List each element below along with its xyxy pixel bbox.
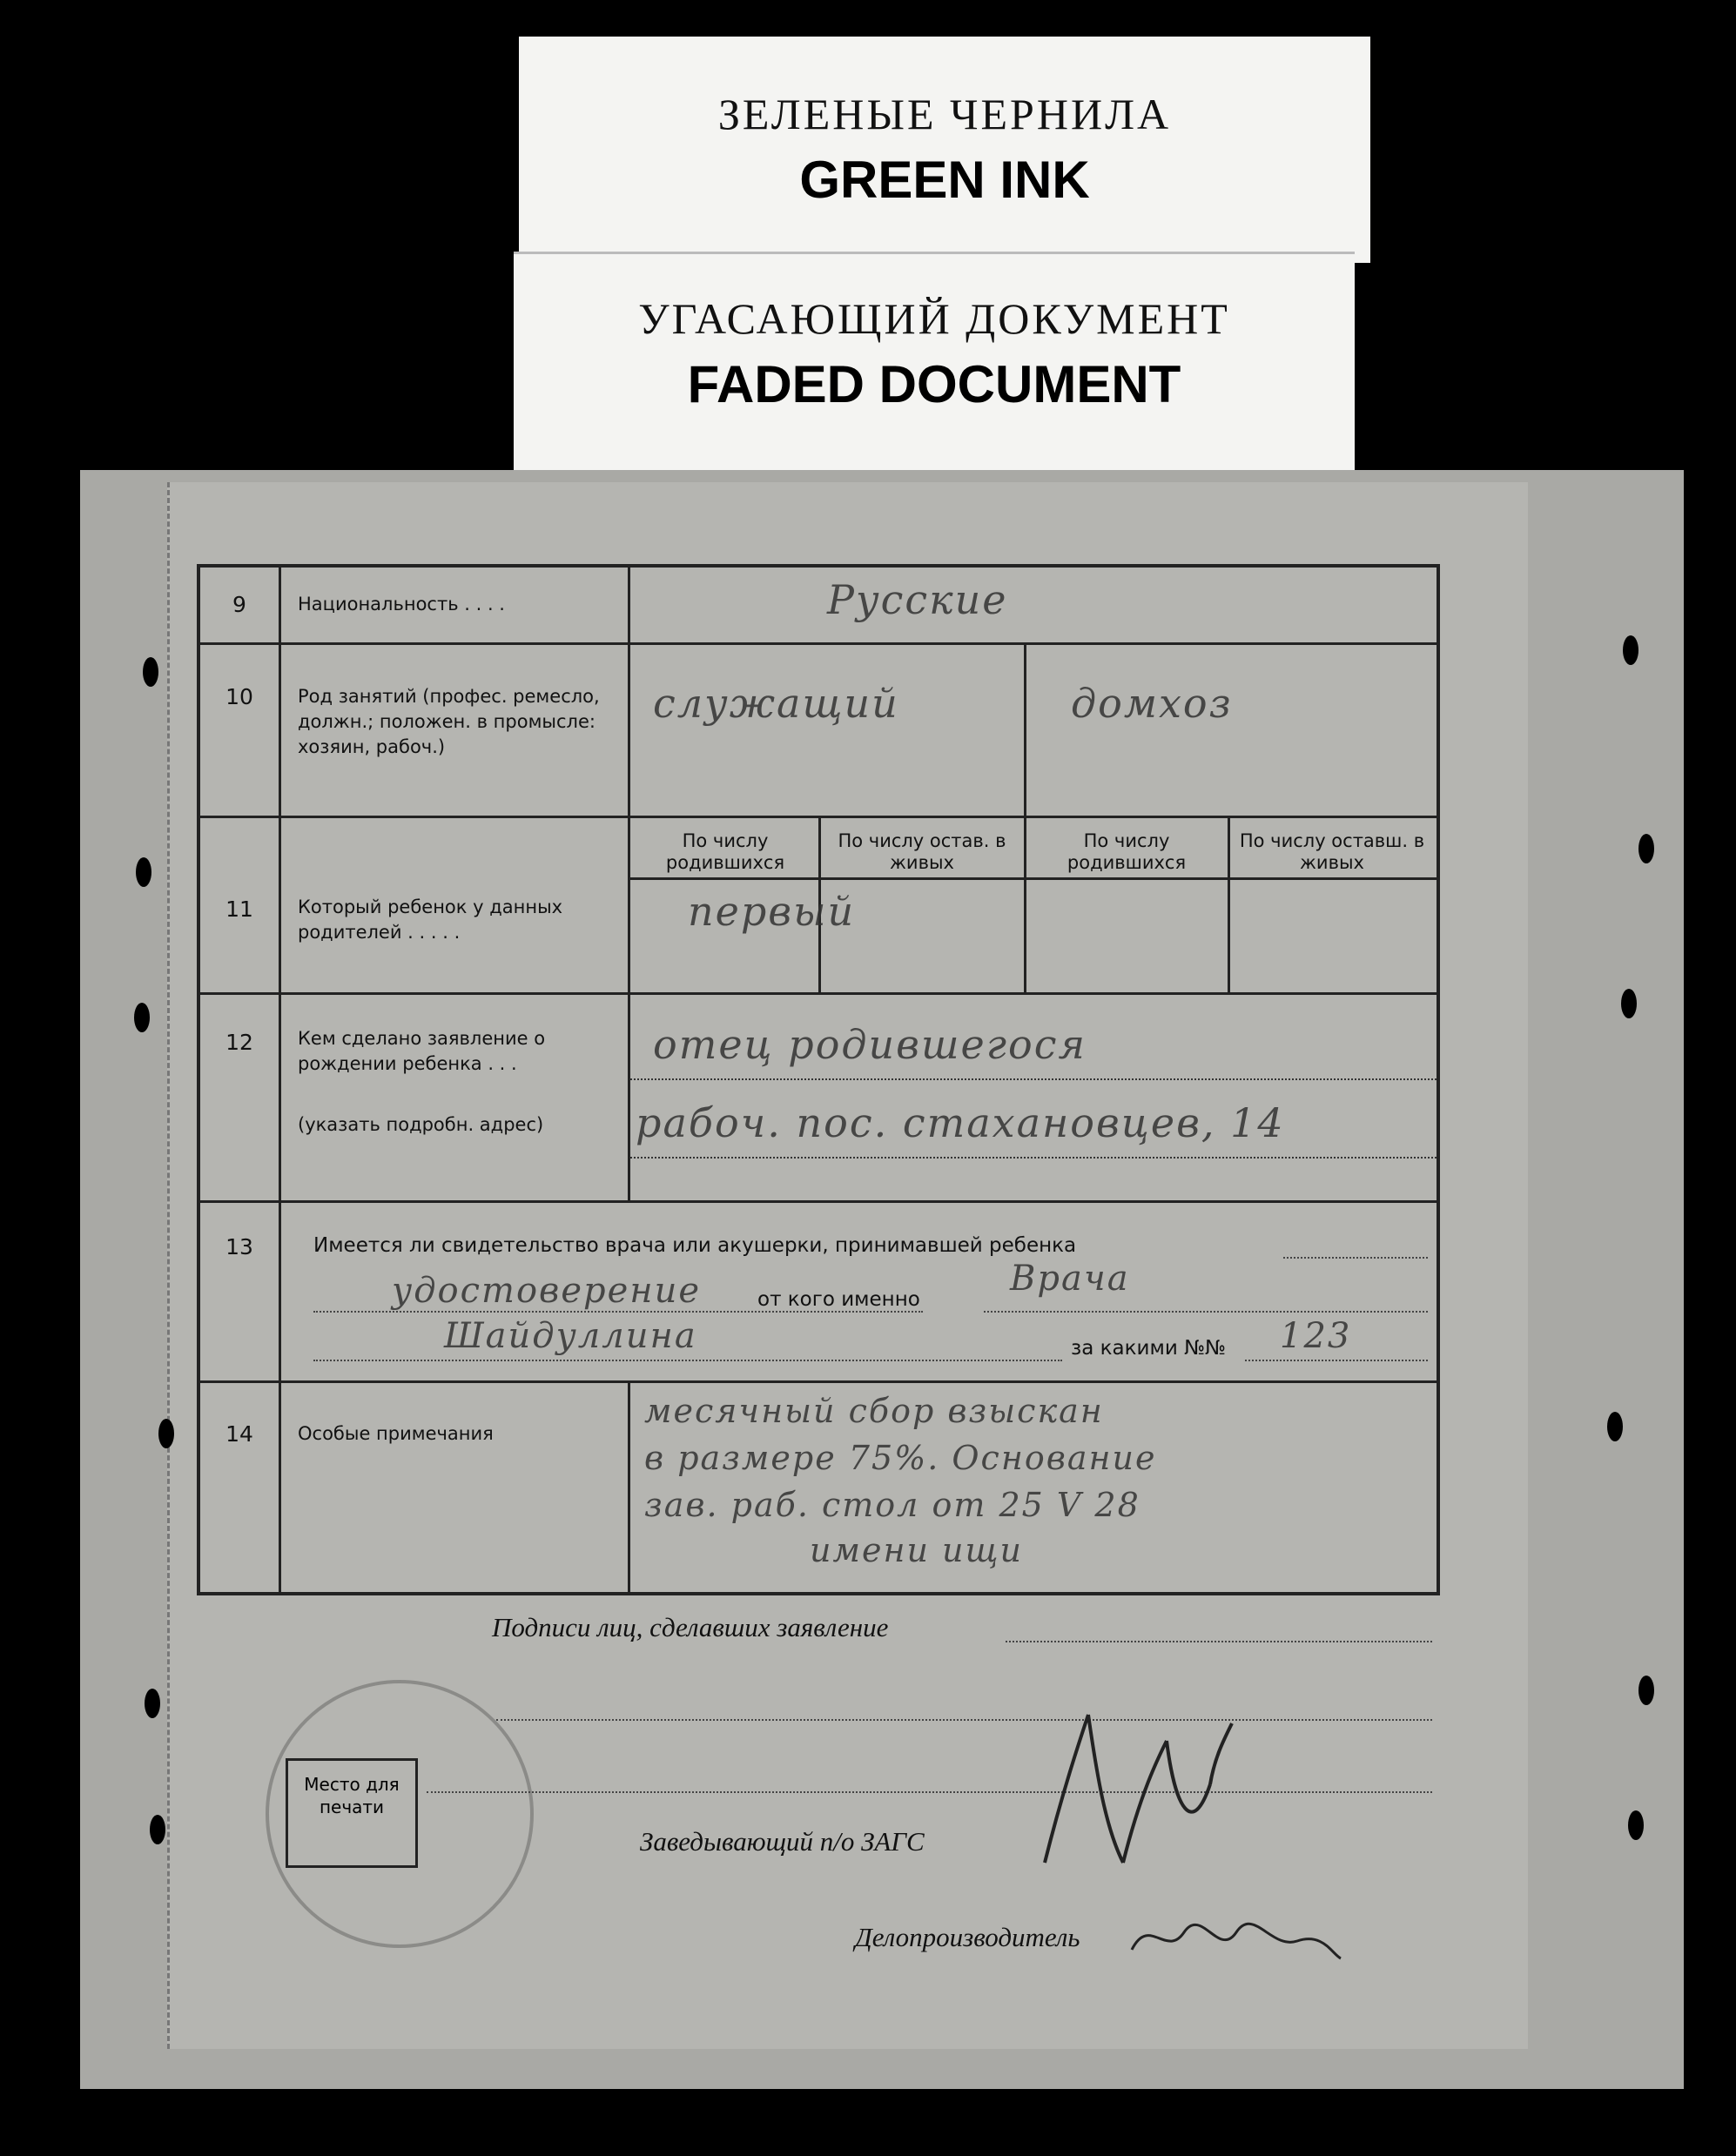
registry-head-label: Заведывающий п/о ЗАГС (640, 1826, 925, 1857)
dotted-line (630, 1078, 1437, 1080)
column-divider (1024, 645, 1026, 816)
row-child-order (200, 818, 1437, 995)
row-number: 11 (200, 818, 281, 992)
faded-document-label (514, 254, 1355, 479)
punch-hole-icon (145, 1689, 160, 1718)
punch-hole-icon (150, 1815, 165, 1844)
row-number: 12 (200, 995, 281, 1200)
signatures-label: Подписи лиц, сделавших заявление (492, 1612, 889, 1642)
special-notes-line: имени ищи (810, 1531, 1024, 1569)
certificate-doctor-value: Врача (1010, 1259, 1130, 1299)
punch-hole-icon (1621, 989, 1637, 1018)
child-order-value: первый (688, 888, 856, 935)
stamp-place-box (286, 1758, 418, 1868)
dotted-line (1283, 1257, 1428, 1259)
nationality-value: Русские (827, 576, 1008, 623)
punch-hole-icon (1628, 1810, 1644, 1840)
signature-line (427, 1791, 1432, 1793)
row-applicant (200, 995, 1437, 1203)
punch-hole-icon (1607, 1412, 1623, 1441)
certificate-doctor-name: Шайдуллина (444, 1316, 697, 1356)
green-ink-label-ru: ЗЕЛЕНЫЕ ЧЕРНИЛА (717, 90, 1172, 138)
special-notes-line: месячный сбор взыскан (644, 1392, 1104, 1430)
dotted-line (984, 1311, 1428, 1313)
applicant-address-value: рабоч. пос. стахановцев, 14 (636, 1099, 1285, 1146)
birth-record-form (197, 564, 1440, 1595)
row-number: 14 (200, 1383, 281, 1592)
subheader-divider (630, 877, 1437, 880)
column-divider (1228, 818, 1230, 992)
special-notes-line: в размере 75%. Основание (644, 1439, 1157, 1477)
subheader-born-father: По числу родившихся (665, 830, 785, 873)
applicant-label-cell (282, 995, 630, 1200)
dotted-line (630, 1157, 1437, 1159)
punch-hole-icon (1638, 834, 1654, 863)
clerk-signature (1123, 1906, 1349, 1976)
faded-document-label-en: FADED DOCUMENT (687, 355, 1181, 413)
subheader-alive-father: По числу остав. в живых (838, 830, 1006, 873)
head-signature (1027, 1689, 1254, 1897)
row-number: 9 (200, 568, 281, 642)
stamp-place-label: Место для печати (304, 1774, 400, 1817)
certificate-value: удостоверение (392, 1271, 702, 1311)
occupation-value-mother: домхоз (1071, 680, 1233, 727)
green-ink-label (519, 37, 1370, 263)
punch-hole-icon (136, 857, 151, 887)
certificate-question: Имеется ли свидетельство врача или акушерки, принимавшей ребенка (313, 1234, 1077, 1257)
certificate-number-value: 123 (1280, 1316, 1352, 1356)
row-medical-certificate (200, 1203, 1437, 1383)
punch-hole-icon (1638, 1676, 1654, 1705)
faded-document-label-ru: УГАСАЮЩИЙ ДОКУМЕНТ (638, 294, 1230, 343)
column-divider (279, 1203, 281, 1380)
green-ink-label-en: GREEN INK (799, 151, 1090, 209)
certificate-numbers-label: за какими №№ (1071, 1337, 1226, 1360)
dotted-line (313, 1360, 1062, 1361)
row-occupation (200, 645, 1437, 818)
clerk-label: Делопроизводитель (855, 1922, 1080, 1952)
dotted-line (1245, 1360, 1428, 1361)
child-order-label: Который ребенок у данных родителей . . . . . (282, 818, 630, 992)
subheader-alive-mother: По числу оставш. в живых (1239, 830, 1425, 873)
punch-hole-icon (143, 657, 158, 687)
column-divider (1024, 818, 1026, 992)
row-special-notes (200, 1383, 1437, 1592)
dotted-line (313, 1311, 923, 1313)
punch-hole-icon (158, 1419, 174, 1448)
row-nationality (200, 568, 1437, 645)
signature-line (496, 1719, 1432, 1721)
occupation-label: Род занятий (профес. ремесло, должн.; положен. в промысле: хозяин, рабоч.) (282, 645, 630, 816)
punch-hole-icon (1623, 635, 1638, 665)
occupation-value-father: служащий (653, 680, 899, 727)
applicant-value: отец родившегося (653, 1021, 1087, 1068)
punch-hole-icon (134, 1003, 150, 1032)
row-number: 13 (200, 1203, 281, 1380)
nationality-label: Национальность . . . . (282, 568, 630, 642)
row-number: 10 (200, 645, 281, 816)
special-notes-label: Особые примечания (282, 1383, 630, 1592)
special-notes-line: зав. раб. стол от 25 V 28 (644, 1486, 1141, 1524)
subheader-born-mother: По числу родившихся (1066, 830, 1187, 873)
applicant-address-label: (указать подробн. адрес) (298, 1114, 544, 1135)
applicant-label: Кем сделано заявление о рождении ребенка . . . (298, 1028, 546, 1074)
certificate-from-whom: от кого именно (757, 1288, 920, 1311)
signature-line (1006, 1641, 1432, 1642)
